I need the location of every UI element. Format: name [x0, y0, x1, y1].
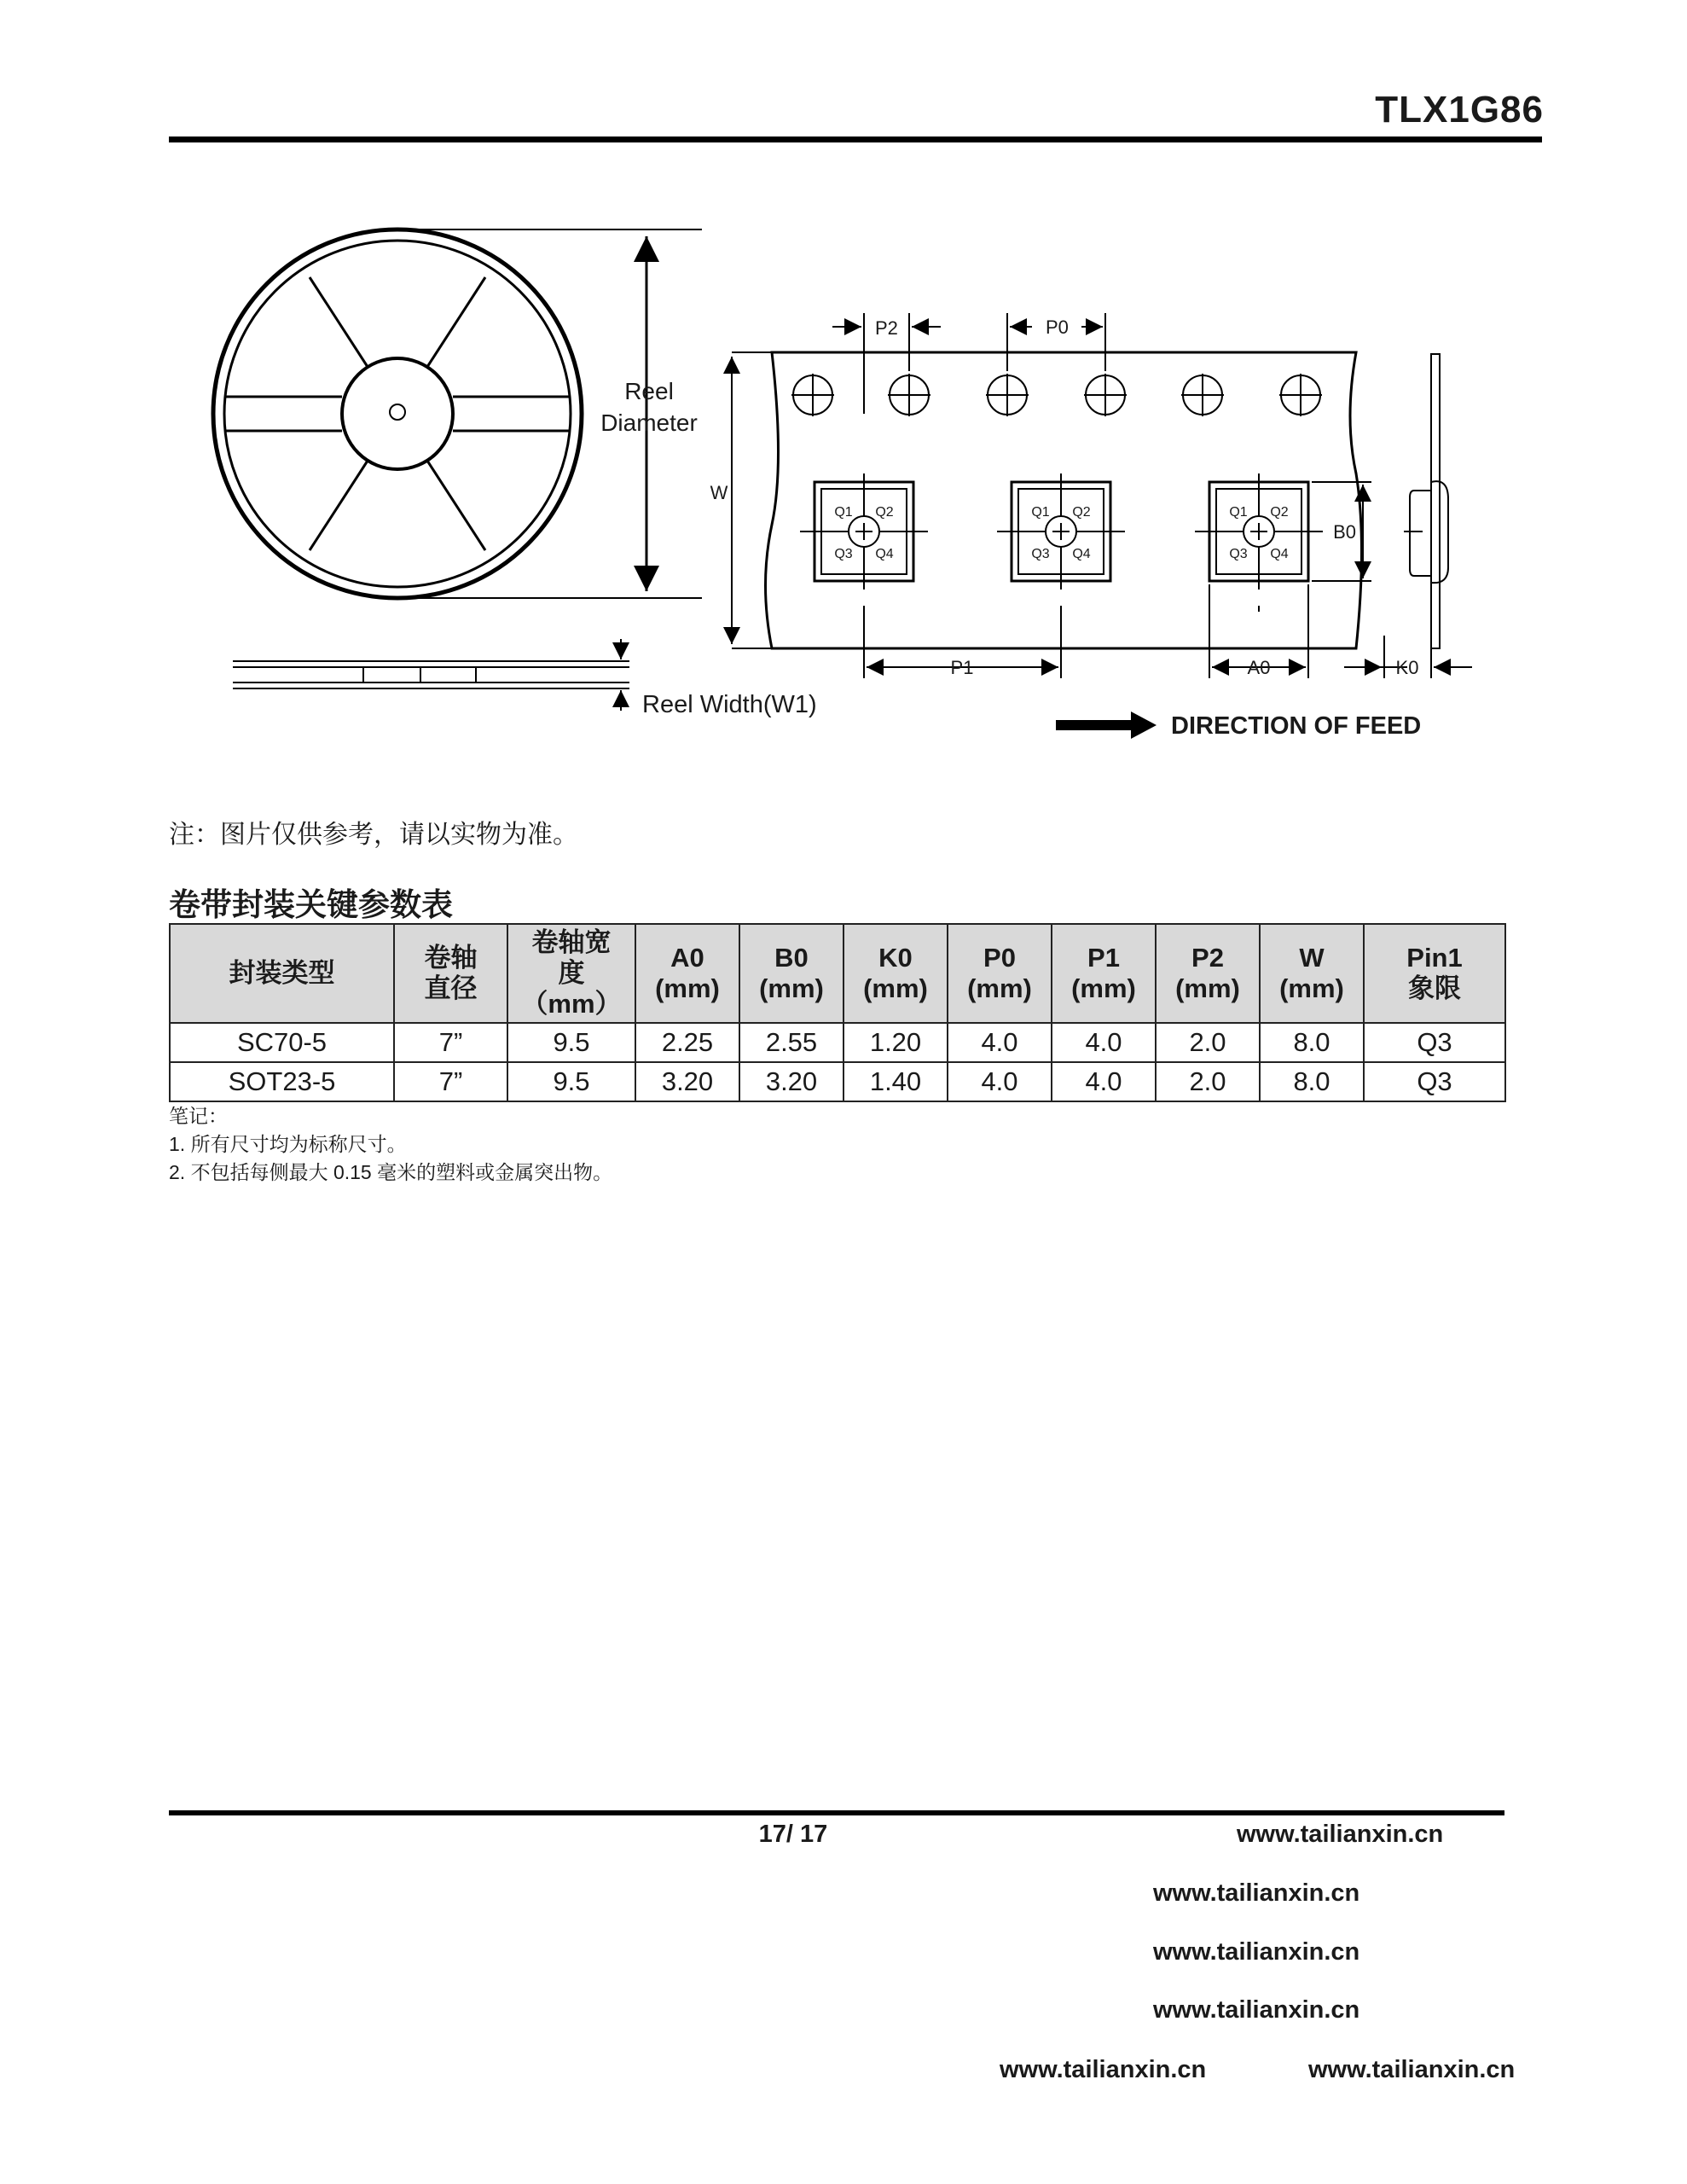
- table-cell: 1.40: [844, 1062, 948, 1101]
- table-cell: Q3: [1364, 1062, 1505, 1101]
- tape-reel-parameter-table: [169, 923, 1506, 1102]
- header-cell-w: W (mm): [1260, 924, 1364, 1023]
- table-cell: 8.0: [1260, 1062, 1364, 1101]
- table-cell: 1.20: [844, 1023, 948, 1062]
- dimension-label: K0: [1395, 657, 1419, 678]
- quadrant-label: Q3: [834, 547, 853, 561]
- reel-diameter-label: Reel: [624, 378, 674, 404]
- reel-diameter-label-2: Diameter: [600, 410, 698, 436]
- table-cell: 2.0: [1156, 1062, 1260, 1101]
- quadrant-label: Q4: [1270, 547, 1289, 561]
- dimension-label: A0: [1247, 657, 1271, 678]
- figure-note: 注：图片仅供参考，请以实物为准。: [169, 821, 578, 849]
- header-cell-pin1: Pin1 象限: [1364, 924, 1505, 1023]
- quadrant-label: Q2: [1072, 505, 1091, 520]
- table-row: [170, 1023, 1505, 1062]
- quadrant-label: Q2: [875, 505, 894, 520]
- dimension-label: P1: [950, 657, 974, 678]
- notes: [169, 1102, 612, 1187]
- website-watermark: www.tailianxin.cn: [1000, 2056, 1207, 2083]
- note-item: 2. 不包括每侧最大 0.15 毫米的塑料或金属突出物。: [169, 1161, 613, 1183]
- reel-front-view: [213, 229, 582, 598]
- dimension-label: B0: [1333, 521, 1356, 543]
- website-watermark: www.tailianxin.cn: [1153, 1996, 1360, 2024]
- dimension-label: P2: [875, 317, 898, 339]
- table-row: [170, 1062, 1505, 1101]
- header-cell-b0: B0 (mm): [739, 924, 844, 1023]
- header-cell-reel-width: 卷轴宽 度 （mm）: [507, 924, 635, 1023]
- quadrant-label: Q3: [1031, 547, 1050, 561]
- direction-of-feed-label: DIRECTION OF FEED: [1171, 712, 1422, 740]
- dimension-label: P0: [1046, 317, 1069, 338]
- table-cell: 7”: [394, 1062, 507, 1101]
- header-cell-p2: P2 (mm): [1156, 924, 1260, 1023]
- header-cell-a0: A0 (mm): [635, 924, 739, 1023]
- quadrant-label: Q1: [1031, 505, 1050, 520]
- table-cell: 7”: [394, 1023, 507, 1062]
- table-header-row: [170, 924, 1505, 1023]
- header-cell-package: 封装类型: [170, 924, 394, 1023]
- reel-side-view: [233, 639, 629, 711]
- table-cell: 9.5: [507, 1023, 635, 1062]
- tape-and-reel-diagram: [169, 218, 1542, 764]
- carrier-tape: [766, 352, 1362, 648]
- quadrant-label: Q4: [1072, 547, 1091, 561]
- table-cell: 8.0: [1260, 1023, 1364, 1062]
- table-cell: 2.25: [635, 1023, 739, 1062]
- quadrant-label: Q1: [834, 505, 853, 520]
- page-number: 17/ 17: [758, 1821, 828, 1848]
- table-cell: 4.0: [948, 1023, 1052, 1062]
- dimension-label: W: [710, 482, 728, 503]
- table-cell: Q3: [1364, 1023, 1505, 1062]
- website-link[interactable]: www.tailianxin.cn: [1237, 1821, 1444, 1848]
- table-cell: 2.0: [1156, 1023, 1260, 1062]
- table-cell: 4.0: [1052, 1023, 1156, 1062]
- header-cell-k0: K0 (mm): [844, 924, 948, 1023]
- header-cell-p0: P0 (mm): [948, 924, 1052, 1023]
- table-cell: SC70-5: [170, 1023, 394, 1062]
- document-title: TLX1G86: [1375, 89, 1544, 131]
- reel-width-label: Reel Width(W1): [642, 691, 817, 718]
- table-cell: 4.0: [948, 1062, 1052, 1101]
- note-item: 1. 所有尺寸均为标称尺寸。: [169, 1133, 407, 1155]
- footer-rule: [169, 1810, 1504, 1815]
- table-cell: 3.20: [635, 1062, 739, 1101]
- website-watermark: www.tailianxin.cn: [1153, 1879, 1360, 1907]
- header-rule: [169, 136, 1542, 142]
- quadrant-label: Q2: [1270, 505, 1289, 520]
- notes-heading: 笔记：: [169, 1105, 228, 1127]
- quadrant-label: Q3: [1229, 547, 1248, 561]
- quadrant-label: Q4: [875, 547, 894, 561]
- quadrant-label: Q1: [1229, 505, 1248, 520]
- table-cell: 9.5: [507, 1062, 635, 1101]
- table-cell: 4.0: [1052, 1062, 1156, 1101]
- website-watermark: www.tailianxin.cn: [1153, 1938, 1360, 1966]
- table-cell: SOT23-5: [170, 1062, 394, 1101]
- table-cell: 2.55: [739, 1023, 844, 1062]
- direction-arrow: [1056, 712, 1157, 739]
- header-cell-p1: P1 (mm): [1052, 924, 1156, 1023]
- website-watermark: www.tailianxin.cn: [1308, 2056, 1516, 2083]
- table-title: 卷带封装关键参数表: [169, 887, 453, 922]
- table-cell: 3.20: [739, 1062, 844, 1101]
- tape-side-profile: [1404, 354, 1448, 648]
- header-cell-reel-diameter: 卷轴 直径: [394, 924, 507, 1023]
